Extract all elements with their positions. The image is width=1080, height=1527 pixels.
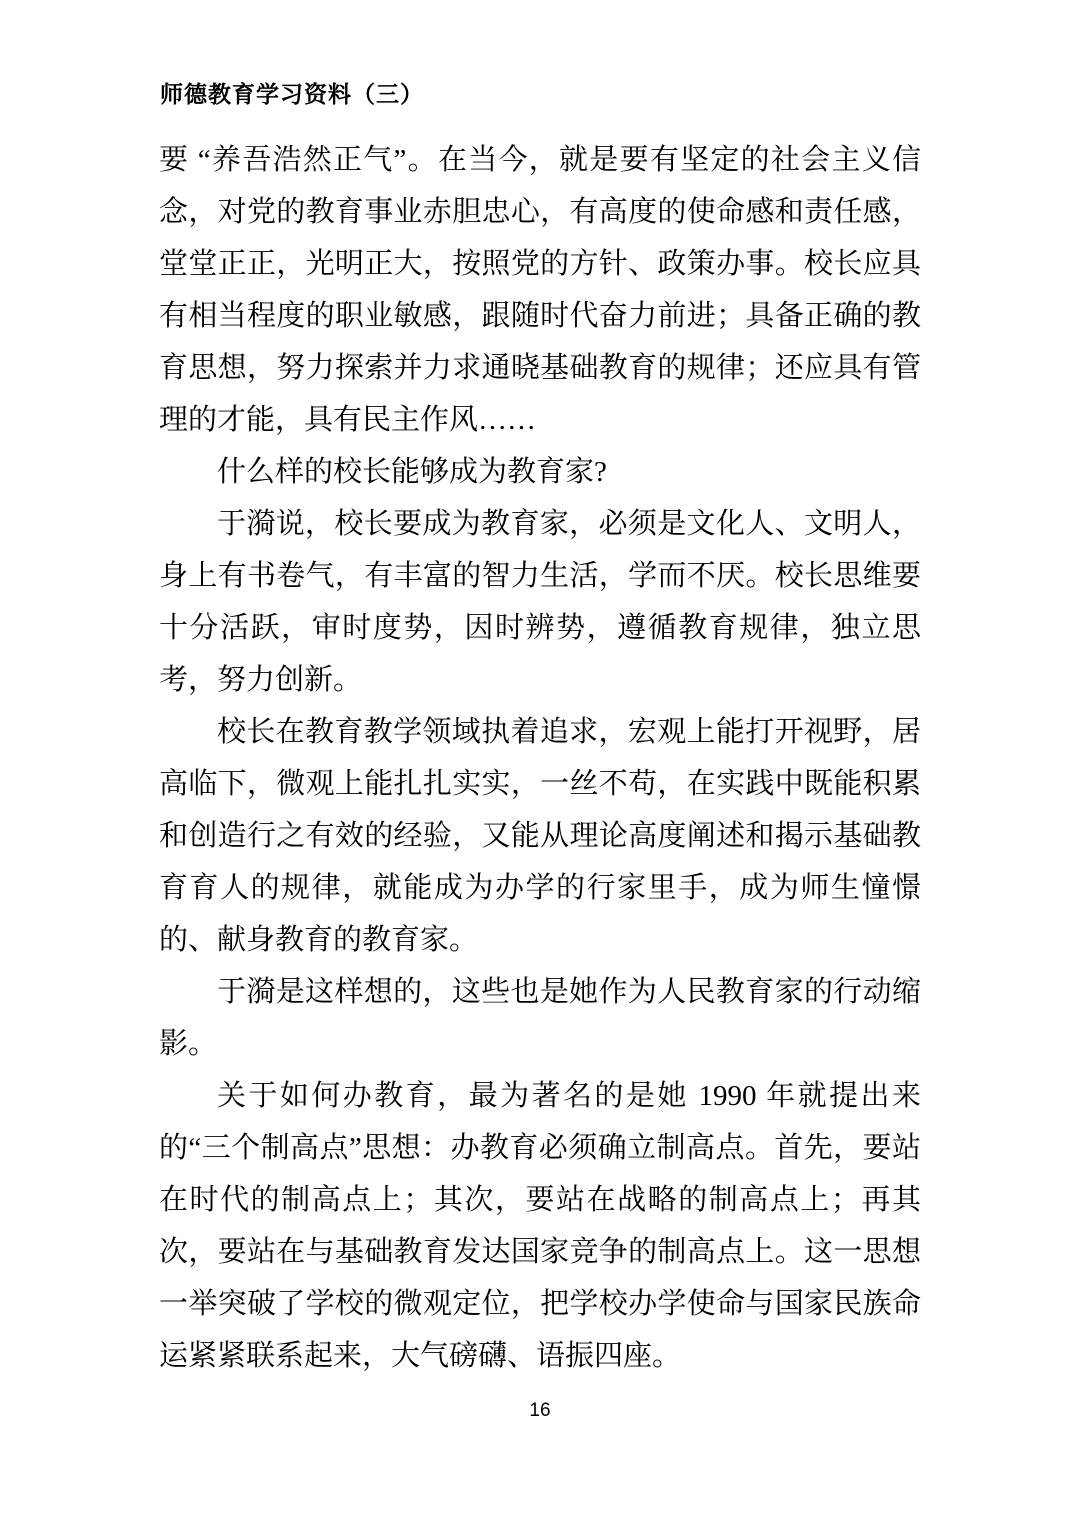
page-header-title: 师德教育学习资料（三） [160, 82, 424, 107]
paragraph-6: 关于如何办教育，最为著名的是她 1990 年就提出来的“三个制高点”思想：办教育必须确立制高点。首先，要站在时代的制高点上；其次，要站在战略的制高点上；再其次，要站在与基础教育发达国家竞争的制高点上。这一思想一举突破了学校的微观定位，把学校办学使命与国家民族命运紧紧联系起来，大气磅礴、语振四座。 [159, 1080, 921, 1372]
paragraph-3: 于漪说，校长要成为教育家，必须是文化人、文明人，身上有书卷气，有丰富的智力生活，学而不厌。校长思维要十分活跃，审时度势，因时辨势，遵循教育规律，独立思考，努力创新。 [159, 508, 921, 696]
page-number: 16 [529, 1400, 551, 1421]
paragraph-5: 于漪是这样想的，这些也是她作为人民教育家的行动缩影。 [159, 976, 921, 1060]
paragraph-2: 什么样的校长能够成为教育家? [217, 456, 607, 488]
paragraph-1: 要 “养吾浩然正气”。在当今，就是要有坚定的社会主义信念，对党的教育事业赤胆忠心，有高度的使命感和责任感，堂堂正正，光明正大，按照党的方针、政策办事。校长应具有相当程度的职业敏感，跟随时代奋力前进；具备正确的教育思想，努力探索并力求通晓基础教育的规律；还应具有管理的才能，具有民主作风…… [159, 144, 921, 436]
paragraph-4: 校长在教育教学领域执着追求，宏观上能打开视野，居高临下，微观上能扎扎实实，一丝不苟，在实践中既能积累和创造行之有效的经验，又能从理论高度阐述和揭示基础教育育人的规律，就能成为办学的行家里手，成为师生憧憬的、献身教育的教育家。 [159, 716, 921, 956]
document-body [159, 134, 921, 1382]
